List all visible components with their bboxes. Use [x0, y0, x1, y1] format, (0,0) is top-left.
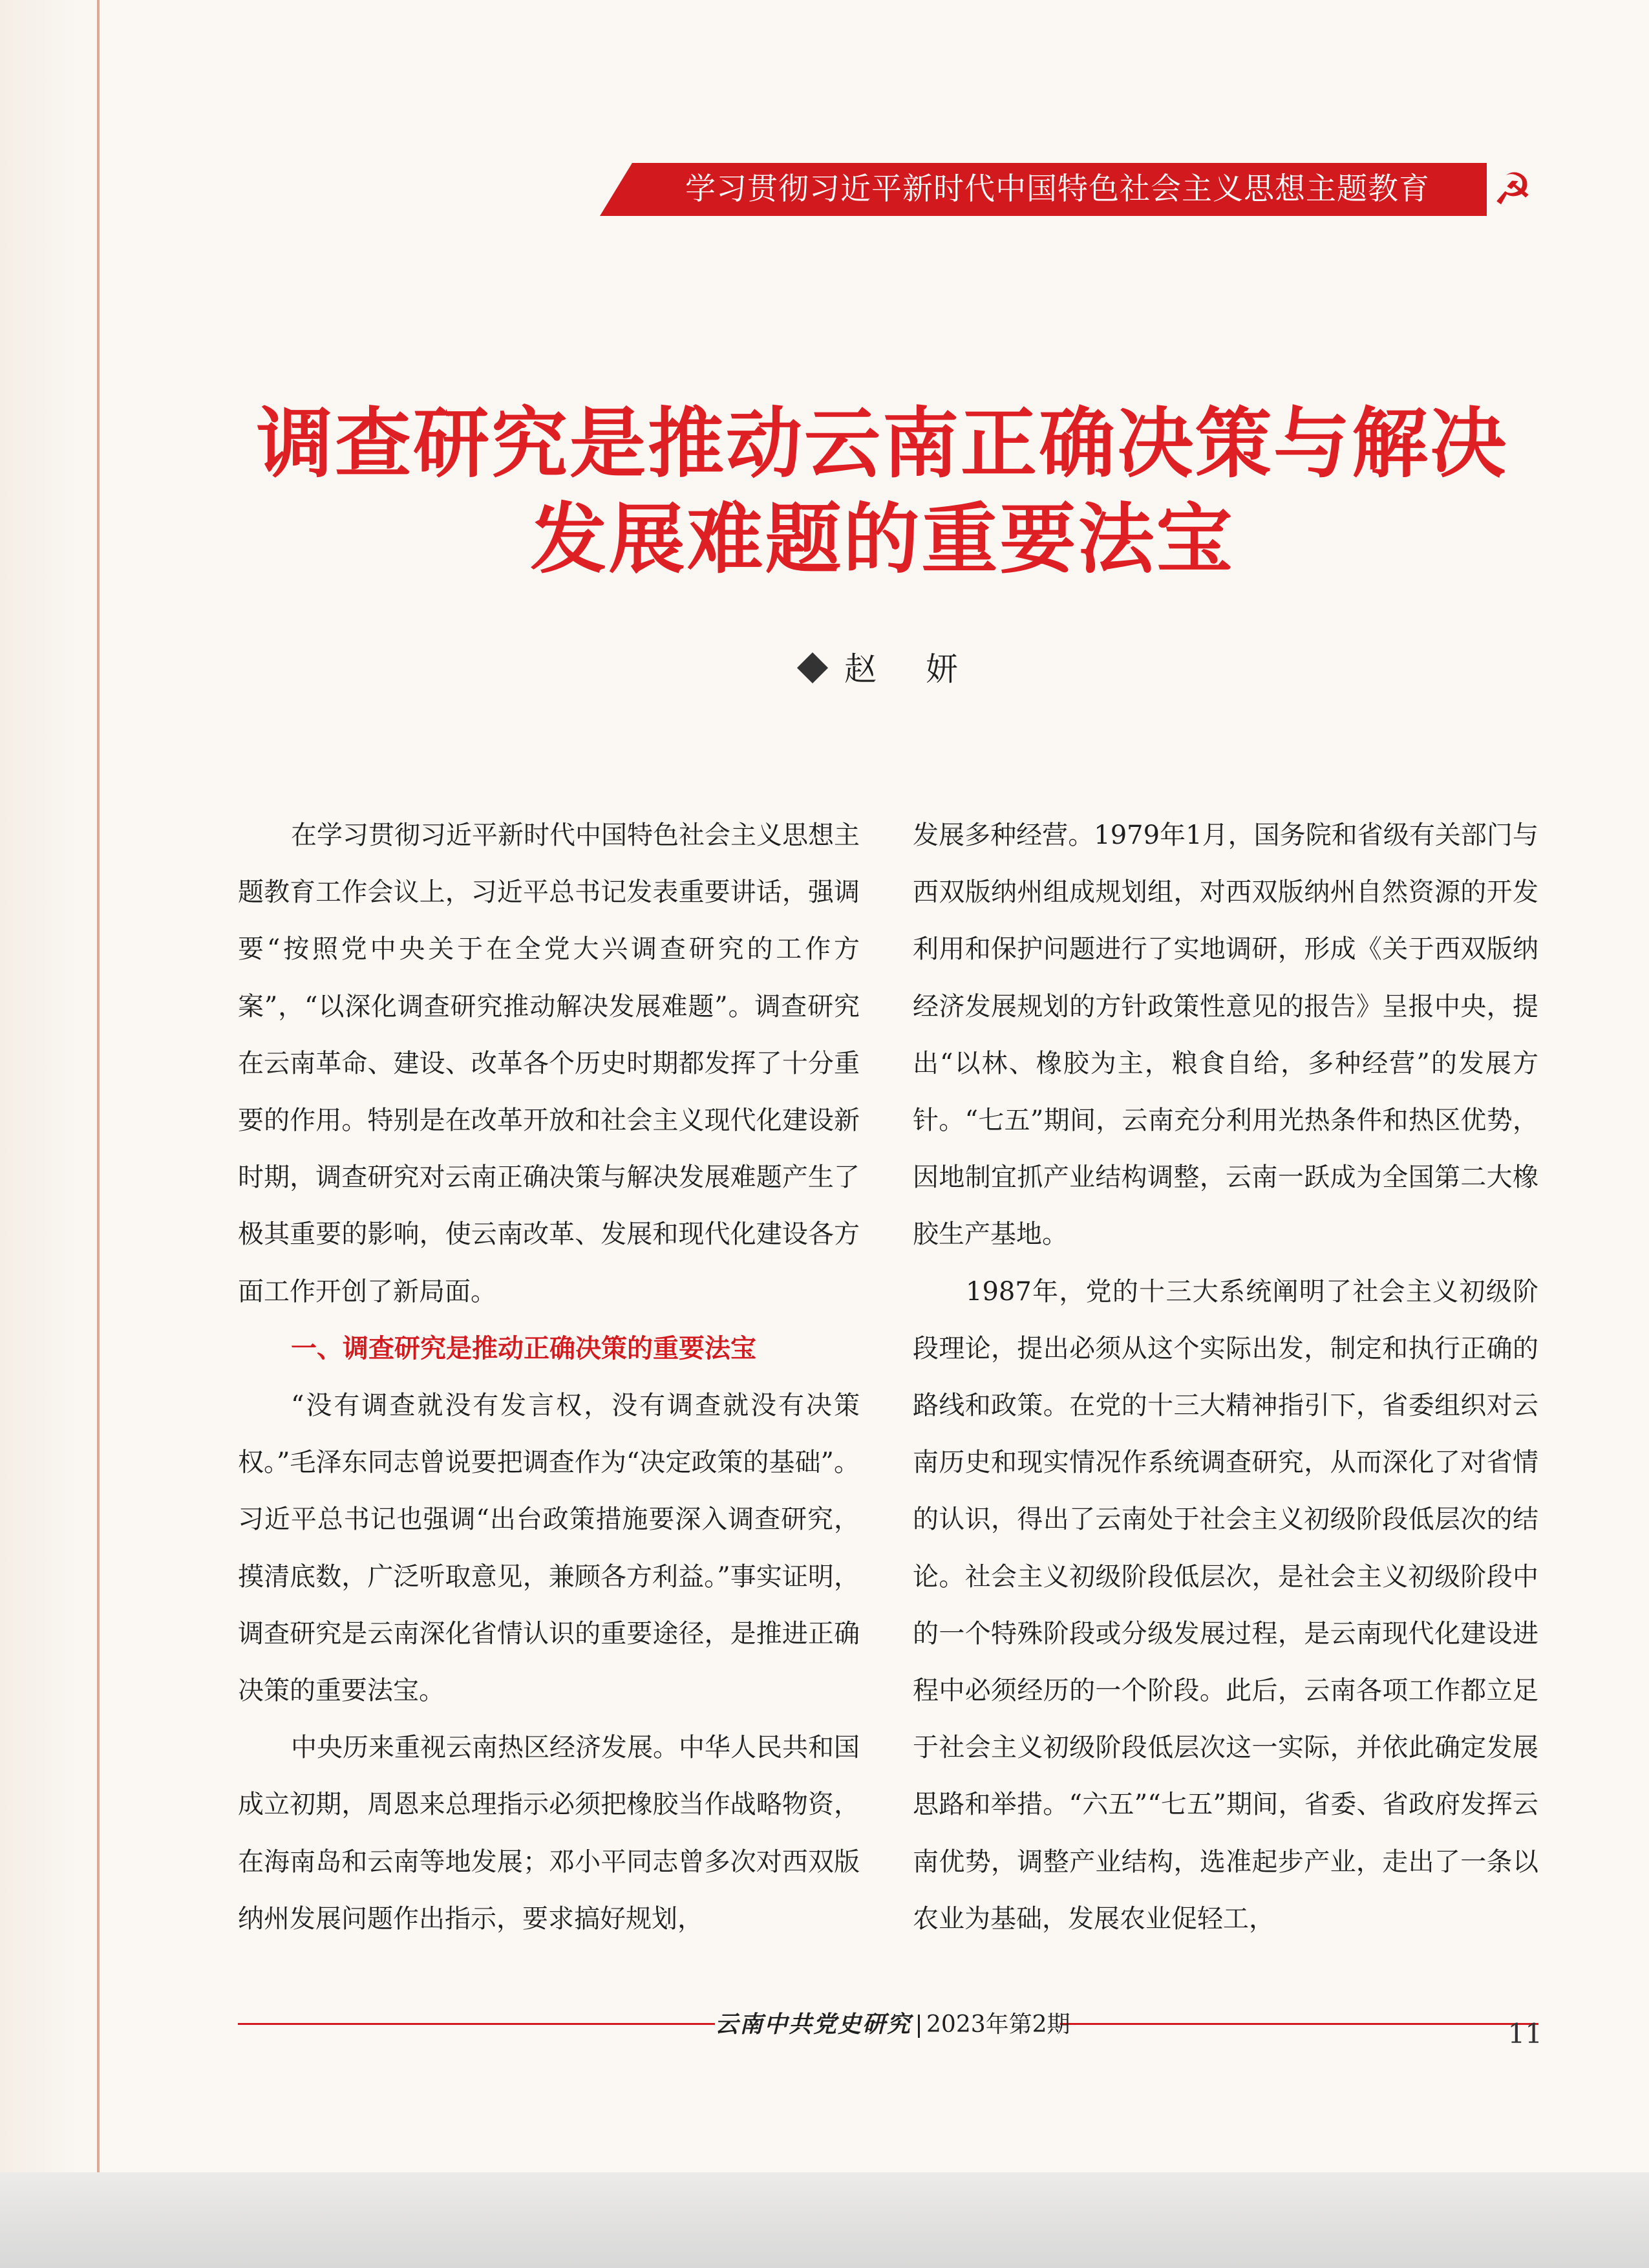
- right-text-column: [913, 807, 1538, 1947]
- footer-separator: [918, 2015, 920, 2038]
- author-name: 赵 妍: [844, 650, 977, 688]
- paragraph-1987: 1987年，党的十三大系统阐明了社会主义初级阶段理论，提出必须从这个实际出发，制定和执行正确的路线和政策。在党的十三大精神指引下，省委组织对云南历史和现实情况作系统调查研究，从而深化了对省情的认识，得出了云南处于社会主义初级阶段低层次的结论。社会主义初级阶段低层次，是社会主义初级阶段中的一个特殊阶段或分级发展过程，是云南现代化建设进程中必须经历的一个阶段。此后，云南各项工作都立足于社会主义初级阶段低层次这一实际，并依此确定发展思路和举措。“六五”“七五”期间，省委、省政府发挥云南优势，调整产业结构，选准起步产业，走出了一条以农业为基础，发展农业促轻工，: [913, 1276, 1538, 1934]
- paragraph-continued: 发展多种经营。1979年1月，国务院和省级有关部门与西双版纳州组成规划组，对西双版纳州自然资源的开发利用和保护问题进行了实地调研，形成《关于西双版纳经济发展规划的方针政策性意见的报告》呈报中央，提出“以林、橡胶为主，粮食自给，多种经营”的发展方针。“七五”期间，云南充分利用光热条件和热区优势，因地制宜抓产业结构调整，云南一跃成为全国第二大橡胶生产基地。: [913, 820, 1538, 1250]
- article-title-line-2: 发展难题的重要法宝: [530, 494, 1235, 584]
- emblem-glyph: ☭: [1493, 164, 1533, 215]
- paragraph-tropical-economy: 中央历来重视云南热区经济发展。中华人民共和国成立初期，周恩来总理指示必须把橡胶当作战略物资，在海南岛和云南等地发展；邓小平同志曾多次对西双版纳州发展问题作出指示，要求搞好规划，: [238, 1733, 860, 1934]
- article-title: [220, 396, 1545, 587]
- section-heading-1: 一、调查研究是推动正确决策的重要法宝: [291, 1333, 756, 1364]
- page-gutter-shade: [0, 0, 97, 2179]
- paragraph-intro: 在学习贯彻习近平新时代中国特色社会主义思想主题教育工作会议上，习近平总书记发表重要讲话，强调要“按照党中央关于在全党大兴调查研究的工作方案”，“以深化调查研究推动解决发展难题”。调查研究在云南革命、建设、改革各个历史时期都发挥了十分重要的作用。特别是在改革开放和社会主义现代化建设新时期，调查研究对云南正确决策与解决发展难题产生了极其重要的影响，使云南改革、发展和现代化建设各方面工作开创了新局面。: [238, 820, 860, 1307]
- author-byline: [802, 647, 995, 692]
- section-banner-text: 学习贯彻习近平新时代中国特色社会主义思想主题教育: [685, 171, 1430, 207]
- scan-bottom-shadow: [0, 2172, 1649, 2268]
- footer-rule-left: [238, 2023, 715, 2025]
- footer-rule-right: [1060, 2023, 1538, 2025]
- left-text-column: [238, 807, 860, 1947]
- journal-name: 云南中共党史研究: [715, 2011, 912, 2038]
- diamond-bullet-icon: [797, 652, 828, 683]
- footer-journal-info: [715, 2007, 1070, 2042]
- article-title-line-1: 调查研究是推动云南正确决策与解决: [256, 398, 1508, 488]
- paragraph-quote: “没有调查就没有发言权，没有调查就没有决策权。”毛泽东同志曾说要把调查作为“决定政策的基础”。习近平总书记也强调“出台政策措施要深入调查研究，摸清底数，广泛听取意见，兼顾各方利益。”事实证明，调查研究是云南深化省情认识的重要途径，是推进正确决策的重要法宝。: [238, 1391, 860, 1706]
- hammer-and-sickle-icon: [1488, 166, 1537, 215]
- page-number: 11: [1507, 2018, 1542, 2049]
- page-edge-line: [97, 0, 100, 2179]
- journal-issue: 2023年第2期: [926, 2011, 1070, 2038]
